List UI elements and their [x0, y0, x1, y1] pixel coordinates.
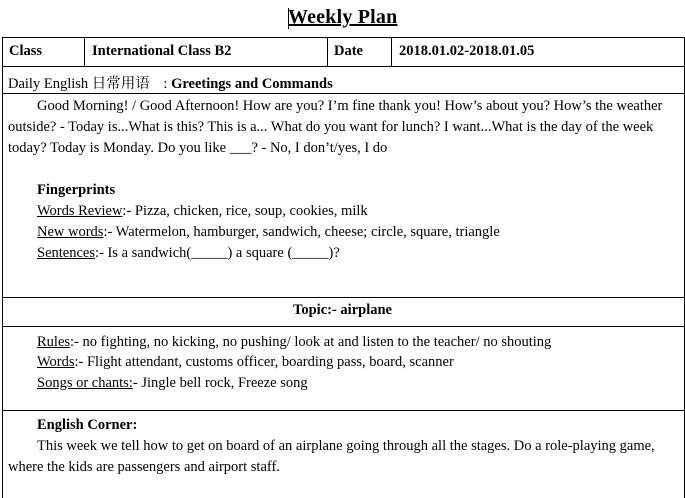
english-corner-heading: English Corner:	[37, 417, 138, 433]
date-label: Date	[334, 43, 363, 59]
rules-line	[37, 332, 551, 353]
sentences-label: Sentences	[37, 245, 95, 261]
words-review-line	[37, 201, 368, 222]
daily-english-header	[8, 72, 333, 93]
daily-english-text: Good Morning! / Good Afternoon! How are you? I’m fine thank you! How’s about you? How’s the weather outside? - Today is...What is this? This is a... What do you want for lunch? I want...What is the day of the week today? Today is Monday. Do you like ___? - No, I don’t/yes, I do	[8, 98, 663, 156]
topic-label: Topic:- airplane	[293, 302, 392, 318]
table-border	[327, 37, 328, 66]
table-border	[2, 66, 685, 67]
class-label: Class	[9, 43, 43, 59]
table-border	[84, 37, 85, 66]
sentences-text: :- Is a sandwich(_____) a square (_____)?	[94, 245, 340, 261]
table-border	[2, 326, 685, 327]
rules-text: :- no fighting, no kicking, no pushing/ look at and listen to the teacher/ no shouting	[70, 334, 552, 350]
songs-line	[37, 373, 308, 394]
words-review-text: :- Pizza, chicken, rice, soup, cookies, milk	[122, 203, 368, 219]
table-border	[2, 410, 685, 411]
songs-text: - Jingle bell rock, Freeze song	[132, 375, 308, 391]
table-border	[2, 297, 685, 298]
new-words-text: :- Watermelon, hamburger, sandwich, cheese; circle, square, triangle	[103, 224, 500, 240]
sentences-line	[37, 243, 340, 264]
separator: :	[163, 76, 168, 92]
daily-english-label: Daily English 日常用语	[8, 76, 150, 92]
daily-english-topic: Greetings and Commands	[171, 76, 333, 92]
english-corner-text: This week we tell how to get on board of an airplane going through all the stages. Do a role-playing game, where the kids are passengers and airport staff.	[8, 438, 655, 475]
words-line	[37, 352, 454, 373]
table-border	[2, 93, 685, 94]
fingerprints-heading: Fingerprints	[37, 182, 116, 198]
date-value: 2018.01.02-2018.01.05	[399, 43, 535, 59]
words-label: Words	[37, 354, 75, 370]
songs-label: Songs or chants:	[37, 375, 133, 391]
words-text: :- Flight attendant, customs officer, boarding pass, board, scanner	[74, 354, 454, 370]
table-border	[391, 37, 392, 66]
page-title: Weekly Plan	[288, 6, 398, 28]
table-border	[2, 37, 685, 38]
new-words-label: New words	[37, 224, 104, 240]
class-value: International Class B2	[92, 43, 232, 59]
new-words-line	[37, 222, 500, 243]
words-review-label: Words Review	[37, 203, 123, 219]
rules-label: Rules	[37, 334, 71, 350]
